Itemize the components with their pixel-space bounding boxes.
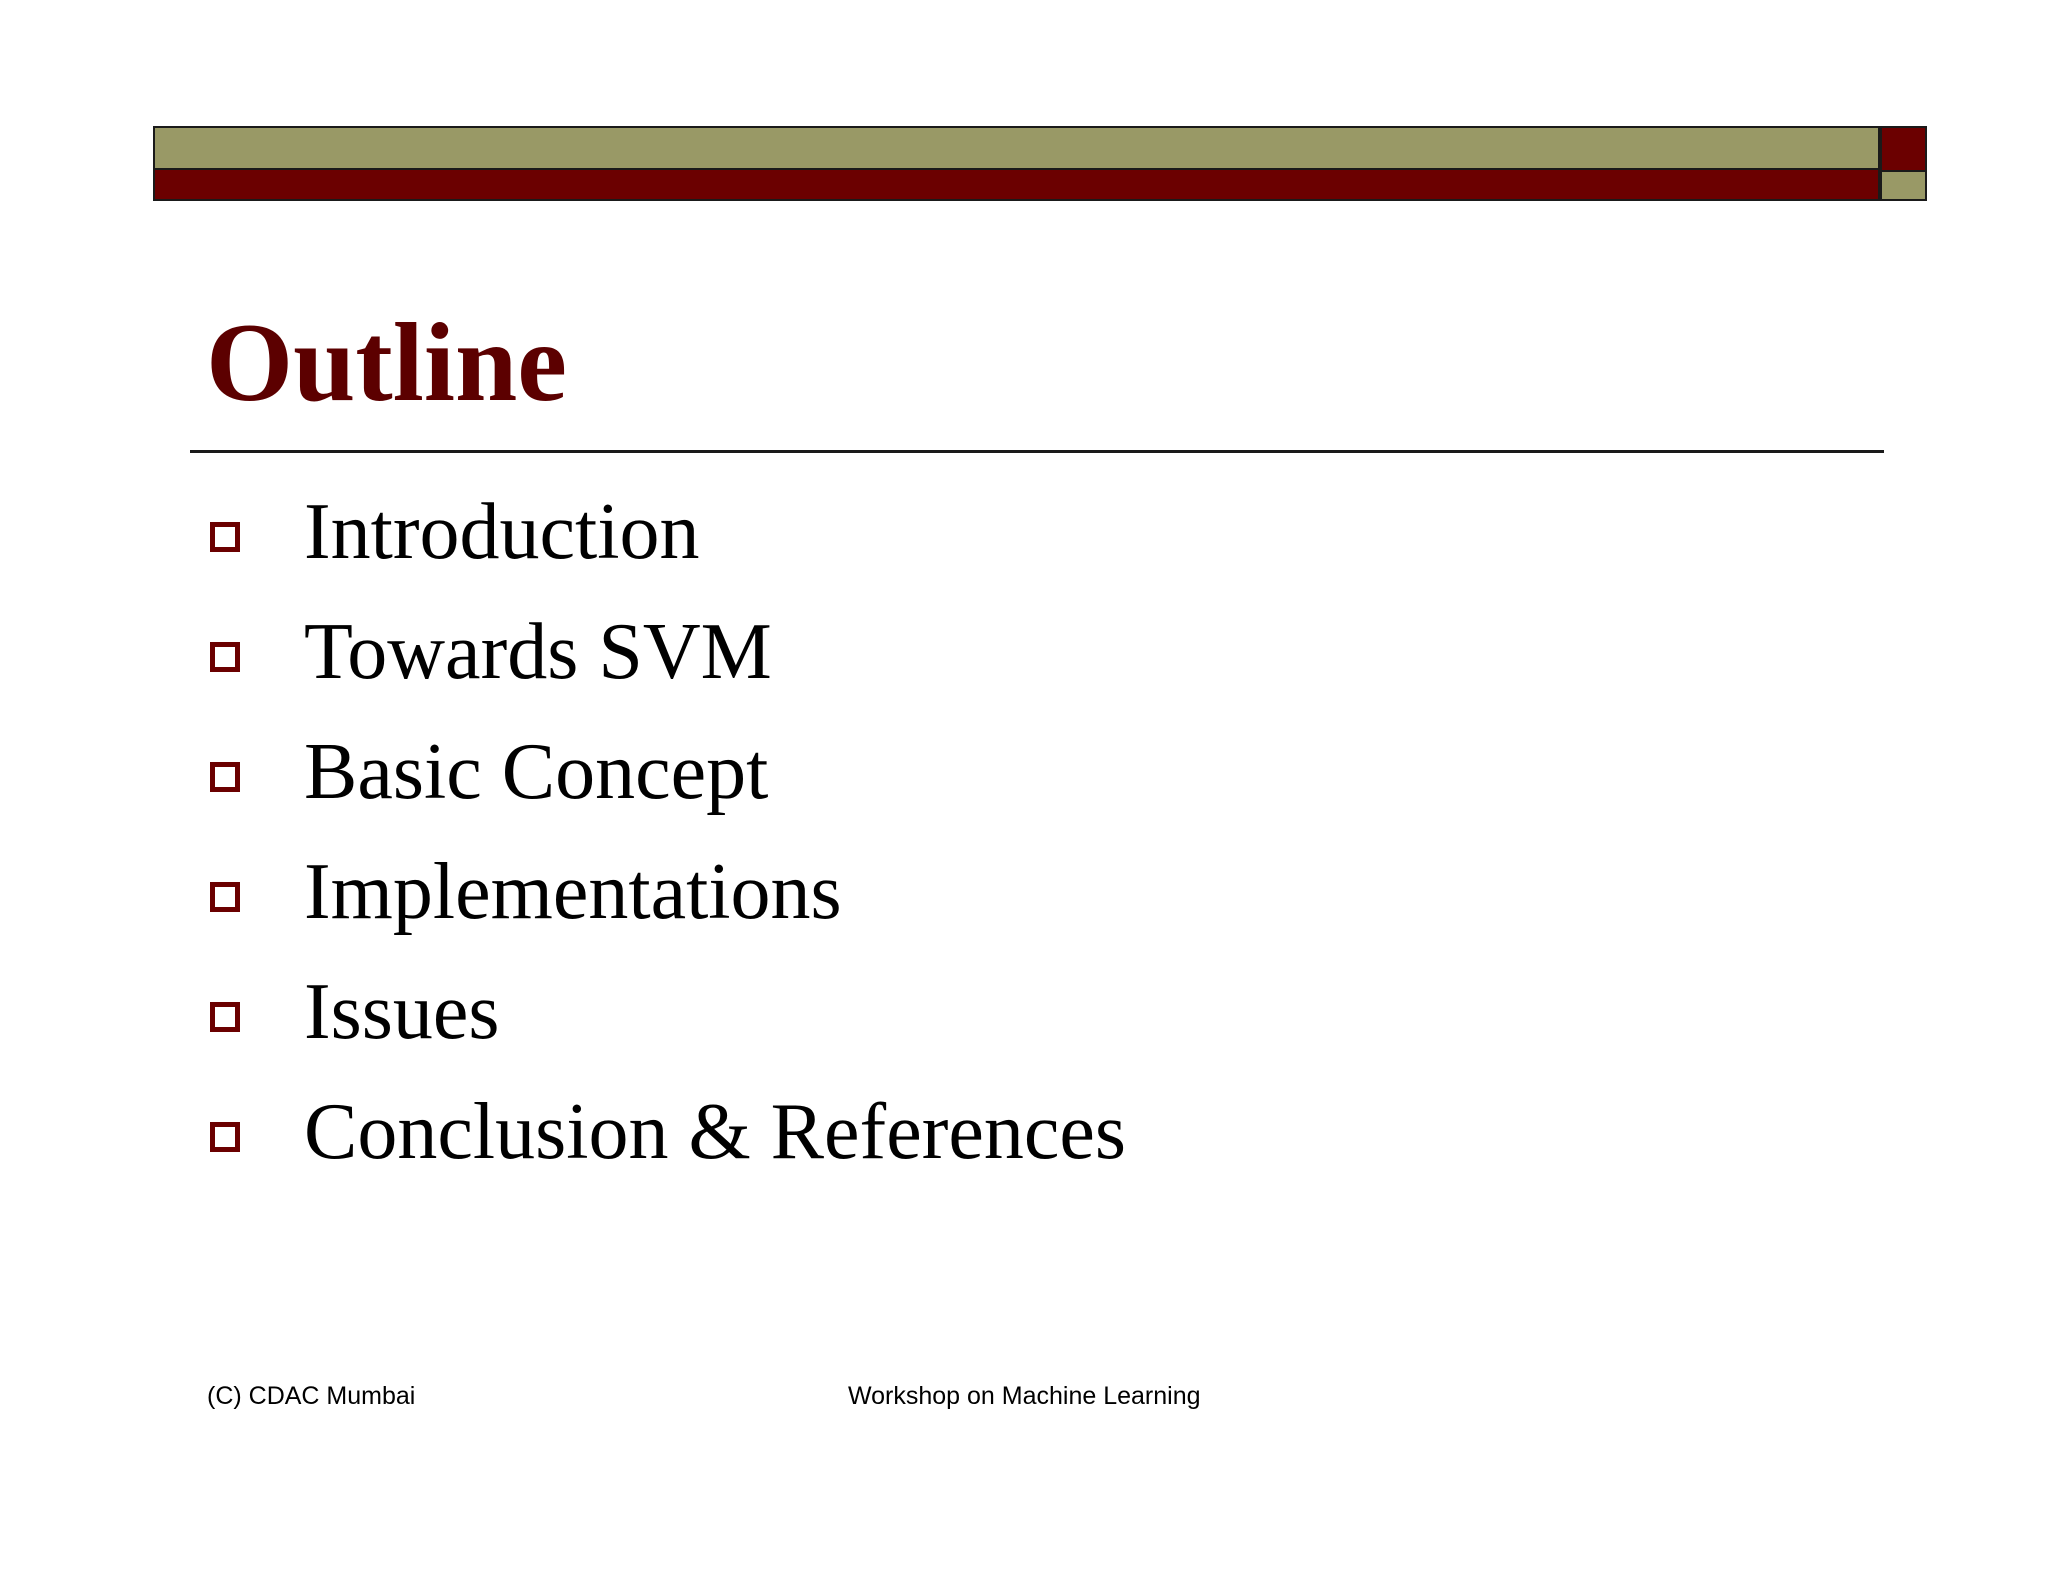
list-item (210, 592, 1126, 712)
bullet-text: Conclusion & References (304, 1088, 1126, 1176)
list-item (210, 712, 1126, 832)
list-item (210, 832, 1126, 952)
square-bullet-icon (210, 1002, 240, 1032)
header-square-olive (1880, 172, 1927, 201)
square-bullet-icon (210, 522, 240, 552)
list-item (210, 1072, 1126, 1192)
bullet-text: Issues (304, 968, 500, 1056)
header-bar-maroon (153, 170, 1880, 201)
header-square-maroon (1880, 126, 1927, 172)
footer-event-name: Workshop on Machine Learning (848, 1382, 1201, 1410)
footer-copyright: (C) CDAC Mumbai (207, 1382, 416, 1410)
bullet-text: Implementations (304, 848, 842, 936)
square-bullet-icon (210, 762, 240, 792)
square-bullet-icon (210, 882, 240, 912)
square-bullet-icon (210, 1122, 240, 1152)
list-item (210, 472, 1126, 592)
bullet-text: Basic Concept (304, 728, 769, 816)
list-item (210, 952, 1126, 1072)
bullet-text: Towards SVM (304, 608, 772, 696)
bullet-text: Introduction (304, 488, 700, 576)
title-divider (190, 450, 1884, 453)
slide-title: Outline (206, 301, 567, 425)
header-bar-olive (153, 126, 1880, 170)
bullet-list (210, 472, 1126, 1192)
square-bullet-icon (210, 642, 240, 672)
